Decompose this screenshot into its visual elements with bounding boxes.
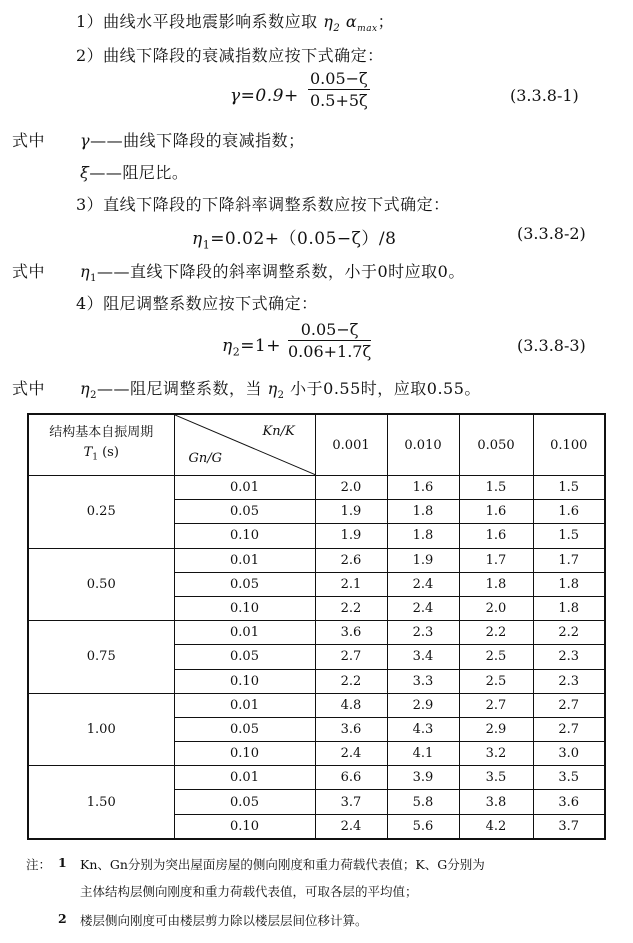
value-cell: 2.4 bbox=[387, 596, 459, 620]
value-cell: 1.8 bbox=[533, 596, 605, 620]
value-cell: 2.2 bbox=[315, 669, 387, 693]
value-cell: 2.4 bbox=[315, 814, 387, 839]
note-1-line-1: Kn、Gn分别为突出屋面房屋的侧向刚度和重力荷载代表值；K、G分别为 bbox=[80, 857, 485, 872]
eq3-number: (3.3.8-3) bbox=[517, 336, 586, 355]
value-cell: 6.6 bbox=[315, 766, 387, 790]
gn-ratio-cell: 0.05 bbox=[174, 572, 315, 596]
item-4-line: 4）阻尼调整系数应按下式确定： bbox=[76, 294, 318, 313]
gn-ratio-cell: 0.01 bbox=[174, 766, 315, 790]
gn-ratio-cell: 0.10 bbox=[174, 524, 315, 548]
alpha-max-symbol: $\alpha_{max}$ bbox=[345, 12, 378, 35]
value-cell: 3.5 bbox=[533, 766, 605, 790]
value-cell: 2.9 bbox=[459, 717, 533, 741]
value-cell: 3.6 bbox=[533, 790, 605, 814]
item-1-line bbox=[76, 9, 394, 34]
value-cell: 1.6 bbox=[533, 500, 605, 524]
period-header-title: 结构基本自振周期 bbox=[49, 424, 154, 440]
value-cell: 1.5 bbox=[533, 476, 605, 500]
value-cell: 2.6 bbox=[315, 548, 387, 572]
value-cell: 3.7 bbox=[315, 790, 387, 814]
value-cell: 2.2 bbox=[533, 621, 605, 645]
value-cell: 4.8 bbox=[315, 693, 387, 717]
where-3-label: 式中 bbox=[12, 379, 46, 398]
where-1-gamma: γ——曲线下降段的衰减指数； bbox=[80, 131, 305, 150]
value-cell: 5.6 bbox=[387, 814, 459, 839]
value-cell: 1.8 bbox=[533, 572, 605, 596]
value-cell: 1.6 bbox=[459, 500, 533, 524]
value-cell: 2.2 bbox=[459, 621, 533, 645]
where-2-label: 式中 bbox=[12, 262, 46, 281]
value-cell: 2.7 bbox=[533, 717, 605, 741]
gn-ratio-cell: 0.10 bbox=[174, 596, 315, 620]
value-cell: 2.0 bbox=[315, 476, 387, 500]
kn-k-header: Kn/K bbox=[262, 424, 295, 439]
eq3-fraction bbox=[288, 320, 371, 361]
where-2-eta1: $\eta_1——$直线下降段的斜率调整系数，小于0时应取0。 bbox=[80, 262, 465, 285]
value-cell: 1.7 bbox=[459, 548, 533, 572]
value-cell: 1.7 bbox=[533, 548, 605, 572]
value-cell: 4.2 bbox=[459, 814, 533, 839]
value-cell: 2.3 bbox=[533, 669, 605, 693]
value-cell: 1.9 bbox=[315, 524, 387, 548]
value-cell: 1.8 bbox=[387, 524, 459, 548]
period-cell: 1.00 bbox=[28, 693, 174, 766]
value-cell: 3.9 bbox=[387, 766, 459, 790]
value-cell: 1.5 bbox=[459, 476, 533, 500]
table-row bbox=[28, 693, 605, 717]
period-cell: 0.50 bbox=[28, 548, 174, 621]
note-label: 注： bbox=[26, 857, 52, 872]
value-cell: 2.4 bbox=[387, 572, 459, 596]
eq1-lhs: γ=0.9+ bbox=[230, 86, 299, 106]
gn-g-header: Gn/G bbox=[188, 451, 223, 466]
value-cell: 3.6 bbox=[315, 621, 387, 645]
value-cell: 1.9 bbox=[315, 500, 387, 524]
gn-ratio-cell: 0.10 bbox=[174, 669, 315, 693]
value-cell: 1.9 bbox=[387, 548, 459, 572]
kn-col-header: 0.050 bbox=[459, 414, 533, 476]
eq1-fraction bbox=[308, 69, 370, 110]
value-cell: 2.1 bbox=[315, 572, 387, 596]
value-cell: 4.3 bbox=[387, 717, 459, 741]
gn-ratio-cell: 0.01 bbox=[174, 476, 315, 500]
period-cell: 1.50 bbox=[28, 766, 174, 839]
value-cell: 1.8 bbox=[387, 500, 459, 524]
value-cell: 1.5 bbox=[533, 524, 605, 548]
period-cell: 0.75 bbox=[28, 621, 174, 694]
gn-ratio-cell: 0.05 bbox=[174, 500, 315, 524]
eq3-numerator: 0.05−ζ bbox=[288, 320, 371, 341]
value-cell: 4.1 bbox=[387, 742, 459, 766]
item-2-line: 2）曲线下降段的衰减指数应按下式确定： bbox=[76, 46, 384, 65]
gn-ratio-cell: 0.05 bbox=[174, 717, 315, 741]
gn-ratio-cell: 0.01 bbox=[174, 621, 315, 645]
eq1-denominator: 0.5+5ζ bbox=[310, 91, 368, 110]
kn-col-header: 0.100 bbox=[533, 414, 605, 476]
value-cell: 3.8 bbox=[459, 790, 533, 814]
value-cell: 3.4 bbox=[387, 645, 459, 669]
value-cell: 3.6 bbox=[315, 717, 387, 741]
where-1-label: 式中 bbox=[12, 131, 46, 150]
note-2-text: 楼层侧向刚度可由楼层剪力除以楼层层间位移计算。 bbox=[80, 913, 368, 928]
table-row bbox=[28, 548, 605, 572]
where-1-xi: ξ——阻尼比。 bbox=[80, 163, 189, 182]
value-cell: 3.3 bbox=[387, 669, 459, 693]
value-cell: 2.2 bbox=[315, 596, 387, 620]
note-1-line-2: 主体结构层侧向刚度和重力荷载代表值，可取各层的平均值； bbox=[80, 884, 418, 899]
value-cell: 2.5 bbox=[459, 669, 533, 693]
eta2-symbol: $\eta_2$ bbox=[323, 12, 341, 35]
eq2-body: $\eta_1=0.02+(0.05-\zeta)/8$ bbox=[192, 229, 397, 252]
value-cell: 2.3 bbox=[533, 645, 605, 669]
kn-col-header: 0.010 bbox=[387, 414, 459, 476]
value-cell: 1.8 bbox=[459, 572, 533, 596]
ratio-diagonal-header bbox=[174, 414, 315, 476]
gn-ratio-cell: 0.10 bbox=[174, 814, 315, 839]
period-header-symbol: $T_1$ (s) bbox=[83, 444, 119, 463]
value-cell: 2.0 bbox=[459, 596, 533, 620]
table-row bbox=[28, 621, 605, 645]
where-3-eta2: $\eta_2——$阻尼调整系数，当 $\eta_2$ 小于0.55时，应取0.55。 bbox=[80, 379, 481, 402]
item-1-suffix: ； bbox=[377, 12, 395, 31]
table-row bbox=[28, 476, 605, 500]
value-cell: 5.8 bbox=[387, 790, 459, 814]
eq3-denominator: 0.06+1.7ζ bbox=[288, 342, 372, 361]
gn-ratio-cell: 0.10 bbox=[174, 742, 315, 766]
item-1-prefix: 1）曲线水平段地震影响系数应取 bbox=[76, 12, 318, 31]
value-cell: 2.9 bbox=[387, 693, 459, 717]
value-cell: 2.7 bbox=[315, 645, 387, 669]
value-cell: 2.3 bbox=[387, 621, 459, 645]
note-2-number: 2 bbox=[58, 911, 67, 926]
value-cell: 2.7 bbox=[459, 693, 533, 717]
gn-ratio-cell: 0.01 bbox=[174, 693, 315, 717]
kn-col-header: 0.001 bbox=[315, 414, 387, 476]
gn-ratio-cell: 0.05 bbox=[174, 645, 315, 669]
eq3-lhs: $\eta_2=1+$ bbox=[222, 336, 281, 359]
item-3-line: 3）直线下降段的下降斜率调整系数应按下式确定： bbox=[76, 195, 450, 214]
value-cell: 3.0 bbox=[533, 742, 605, 766]
eq1-numerator: 0.05−ζ bbox=[310, 69, 368, 88]
table-row bbox=[28, 766, 605, 790]
amplification-factor-table bbox=[27, 413, 606, 840]
note-1-number: 1 bbox=[58, 855, 67, 870]
value-cell: 3.7 bbox=[533, 814, 605, 839]
value-cell: 2.5 bbox=[459, 645, 533, 669]
gn-ratio-cell: 0.05 bbox=[174, 790, 315, 814]
gn-ratio-cell: 0.01 bbox=[174, 548, 315, 572]
value-cell: 3.2 bbox=[459, 742, 533, 766]
eq2-number: (3.3.8-2) bbox=[517, 224, 586, 243]
value-cell: 2.7 bbox=[533, 693, 605, 717]
period-header bbox=[28, 414, 174, 476]
value-cell: 3.5 bbox=[459, 766, 533, 790]
period-cell: 0.25 bbox=[28, 476, 174, 549]
value-cell: 1.6 bbox=[387, 476, 459, 500]
eq1-number: (3.3.8-1) bbox=[510, 86, 579, 105]
value-cell: 1.6 bbox=[459, 524, 533, 548]
value-cell: 2.4 bbox=[315, 742, 387, 766]
